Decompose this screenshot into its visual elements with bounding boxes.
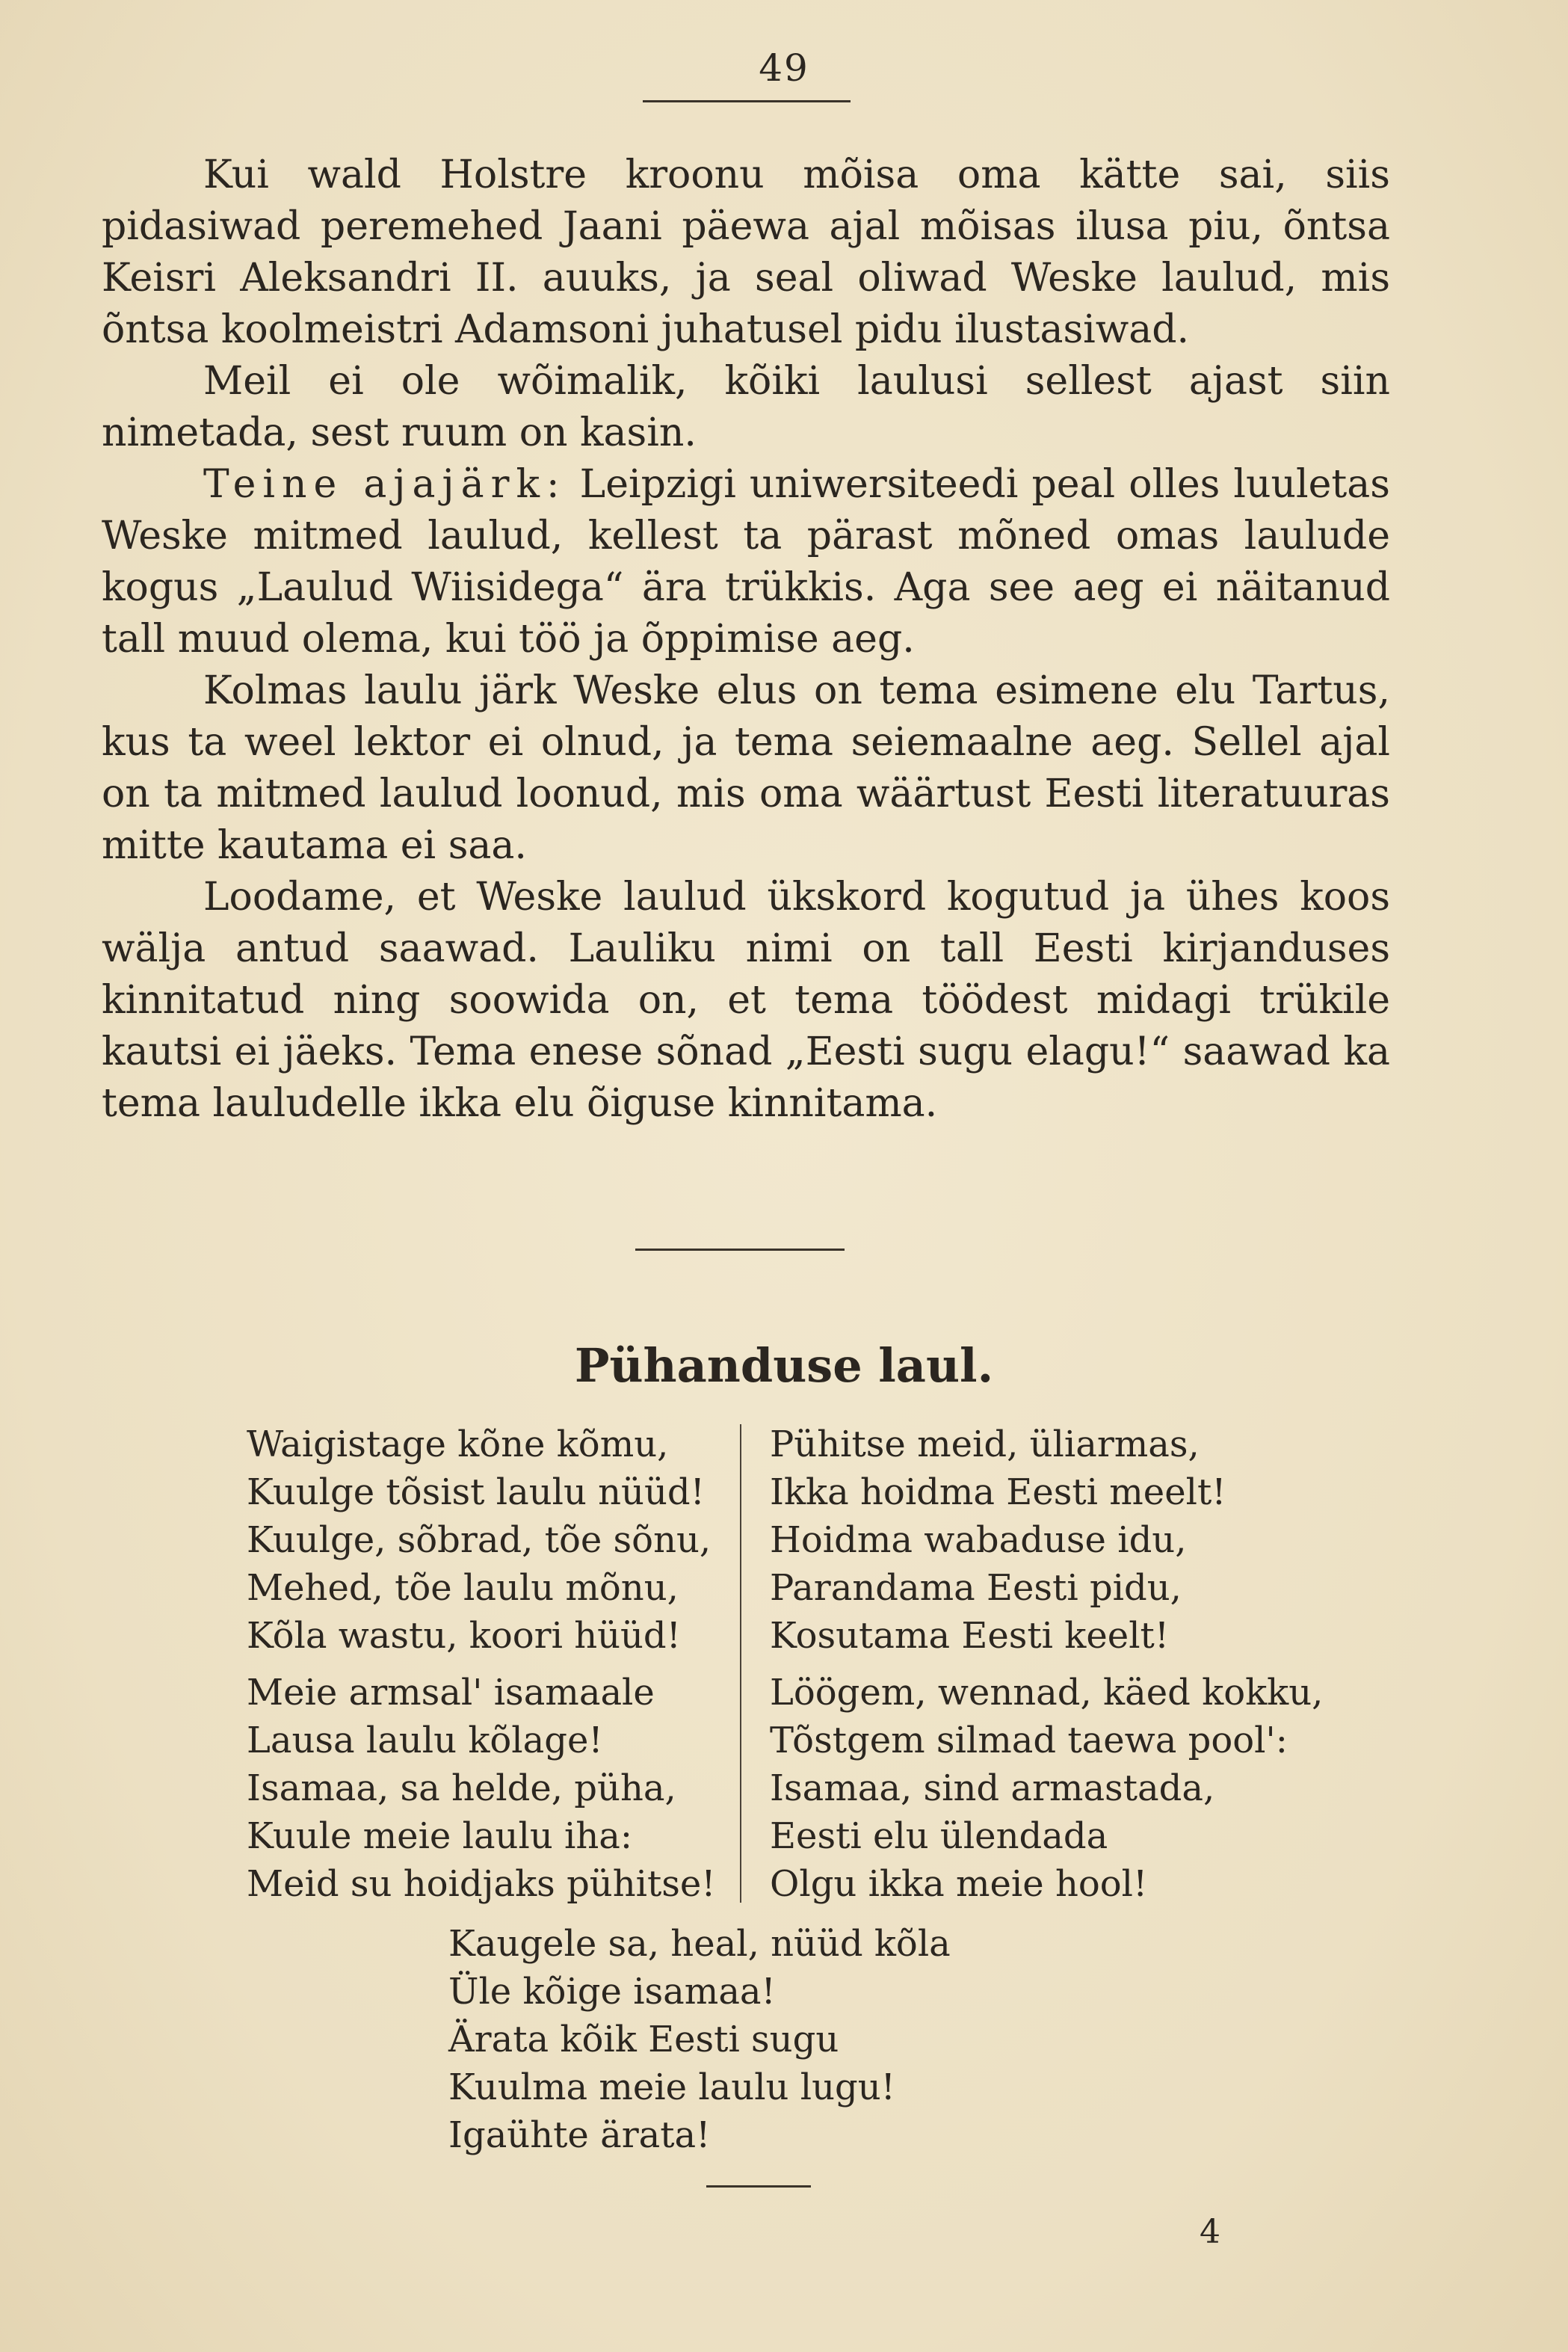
poem-right-stanza-2 bbox=[770, 1669, 1323, 1908]
signature-mark: 4 bbox=[1200, 2213, 1220, 2251]
poem-line: Igaühte ärata! bbox=[448, 2114, 711, 2156]
poem-line: Lausa laulu kõlage! bbox=[247, 1720, 603, 1761]
poem-line: Hoidma wabaduse idu, bbox=[770, 1519, 1187, 1561]
end-rule bbox=[706, 2185, 811, 2188]
poem-line: Isamaa, sind armastada, bbox=[770, 1767, 1215, 1809]
poem-line: Kuulge, sõbrad, tõe sõnu, bbox=[247, 1519, 712, 1561]
poem-line: Kuulge tõsist laulu nüüd! bbox=[247, 1471, 705, 1513]
poem-line: Kuule meie laulu iha: bbox=[247, 1815, 633, 1857]
poem-line: Kuulma meie laulu lugu! bbox=[448, 2066, 895, 2108]
paragraph-3-text: Leipzigi uniwersiteedi peal olles luuletas Weske mitmed laulud, kellest ta pärast mõned omas laulude kogus „Laulud Wiisidega“ ära trükkis. Aga see aeg ei näitanud tall muud olema, kui töö ja õppimise aeg. bbox=[102, 462, 1390, 662]
poem-right-stanza-1 bbox=[770, 1420, 1226, 1660]
poem-line: Eesti elu ülendada bbox=[770, 1815, 1108, 1857]
poem-left-stanza-1 bbox=[247, 1420, 711, 1660]
poem-line: Olgu ikka meie hool! bbox=[770, 1863, 1148, 1905]
poem-line: Üle kõige isamaa! bbox=[448, 1971, 776, 2013]
poem-line: Ikka hoidma Eesti meelt! bbox=[770, 1471, 1226, 1513]
poem-left-stanza-2 bbox=[247, 1669, 716, 1908]
poem-title: Pühanduse laul. bbox=[574, 1338, 994, 1393]
column-divider bbox=[740, 1424, 741, 1903]
poem-final-stanza bbox=[448, 1920, 951, 2159]
paragraph-3 bbox=[102, 459, 1390, 665]
page-number: 49 bbox=[759, 46, 809, 90]
poem-line: Kaugele sa, heal, nüüd kõla bbox=[448, 1923, 951, 1965]
poem-line: Ärata kõik Eesti sugu bbox=[448, 2019, 839, 2060]
section-divider bbox=[635, 1249, 845, 1251]
poem-line: Kosutama Eesti keelt! bbox=[770, 1615, 1170, 1657]
poem-line: Tõstgem silmad taewa pool': bbox=[770, 1720, 1288, 1761]
paragraph-1: Kui wald Holstre kroonu mõisa oma kätte sai, siis pidasiwad peremehed Jaani päewa ajal mõisas ilusa piu, õntsa Keisri Aleksandri II. auuks, ja seal oliwad Weske laulud, mis õntsa koolmeistri Adamsoni juhatusel pidu ilustasiwad. bbox=[102, 153, 1390, 352]
poem-line: Meid su hoidjaks pühitse! bbox=[247, 1863, 716, 1905]
poem-line: Kõla wastu, koori hüüd! bbox=[247, 1615, 681, 1657]
paragraph-3-spaced-lead: Teine ajajärk: bbox=[203, 462, 567, 507]
poem-line: Meie armsal' isamaale bbox=[247, 1672, 655, 1714]
paragraph-5: Loodame, et Weske laulud ükskord kogutud ja ühes koos wälja antud saawad. Lauliku nimi on tall Eesti kirjanduses kinnitatud ning soowida on, et tema töödest midagi trükile kautsi ei jäeks. Tema enese sõnad „Eesti sugu elagu!“ saawad ka tema lauludelle ikka elu õiguse kinnitama. bbox=[102, 875, 1390, 1126]
paragraph-4: Kolmas laulu järk Weske elus on tema esimene elu Tartus, kus ta weel lektor ei olnud, ja tema seiemaalne aeg. Sellel ajal on ta mitmed laulud loonud, mis oma wäärtust Eesti literatuuras mitte kautama ei saa. bbox=[102, 668, 1390, 868]
poem-line: Waigistage kõne kõmu, bbox=[247, 1423, 669, 1465]
poem-line: Mehed, tõe laulu mõnu, bbox=[247, 1567, 679, 1609]
poem-line: Parandama Eesti pidu, bbox=[770, 1567, 1182, 1609]
paragraph-2: Meil ei ole wõimalik, kõiki laulusi sellest ajast siin nimetada, sest ruum on kasin. bbox=[102, 359, 1390, 455]
header-rule bbox=[643, 100, 851, 102]
poem-line: Löögem, wennad, käed kokku, bbox=[770, 1672, 1324, 1714]
poem-line: Pühitse meid, üliarmas, bbox=[770, 1423, 1200, 1465]
prose-section bbox=[102, 150, 1390, 1130]
poem-line: Isamaa, sa helde, püha, bbox=[247, 1767, 676, 1809]
